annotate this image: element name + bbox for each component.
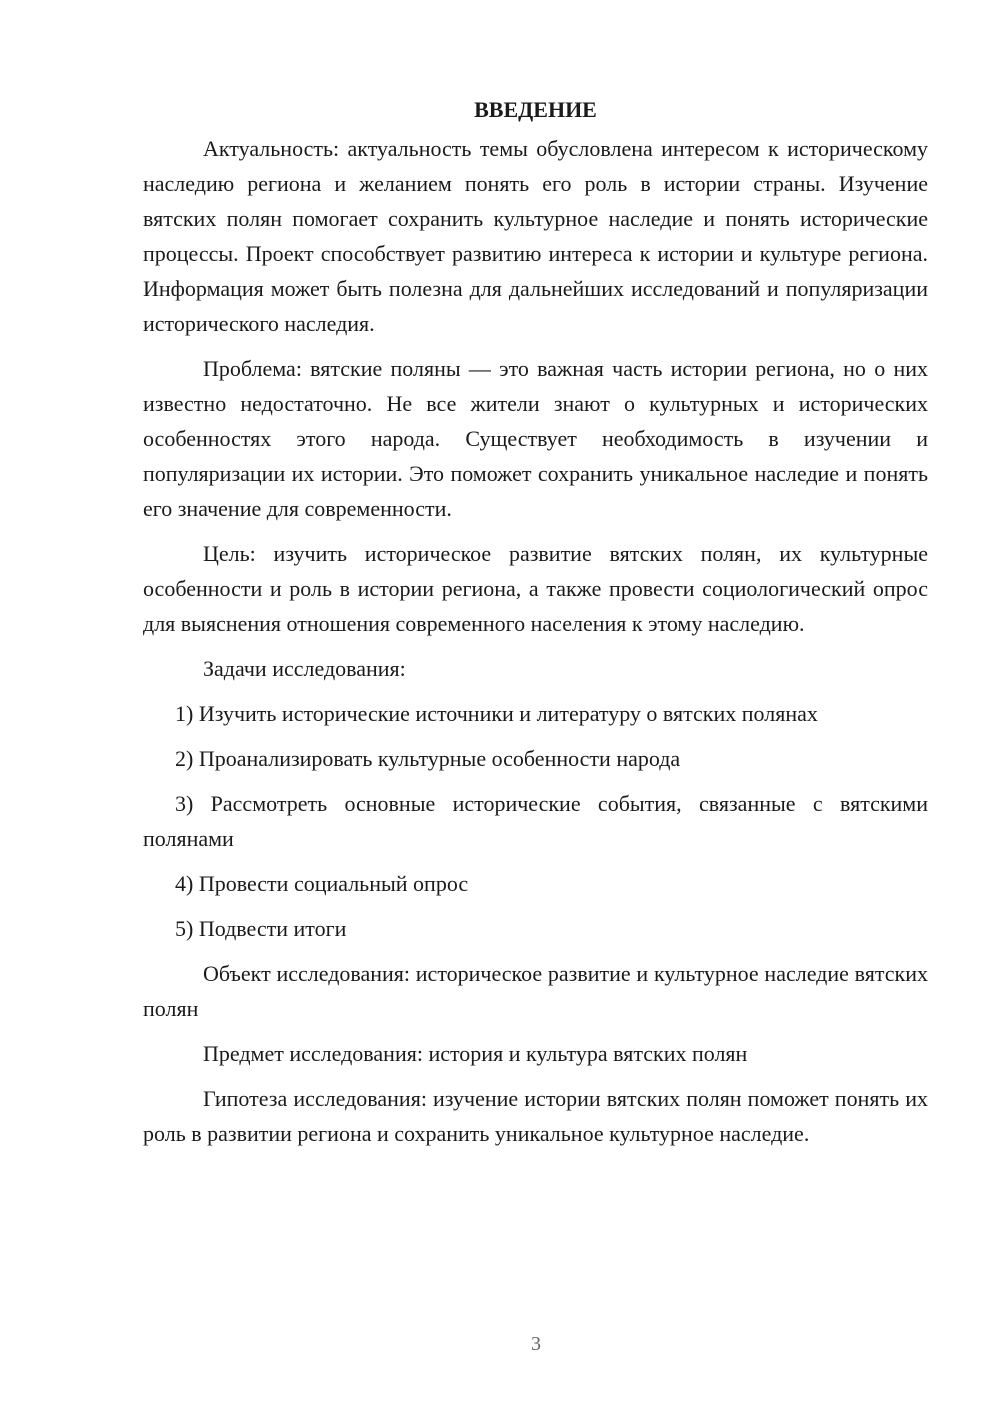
task-item-1: 1) Изучить исторические источники и литературу о вятских полянах: [175, 701, 818, 726]
task-item-4: 4) Провести социальный опрос: [175, 871, 469, 896]
paragraph-hypothesis: Гипотеза исследования: изучение истории вятских полян поможет понять их роль в развитии региона и сохранить уникальное культурное наследие.: [143, 1086, 928, 1146]
paragraph-relevance: Актуальность: актуальность темы обусловлена интересом к историческому наследию региона и желанием понять его роль в истории страны. Изучение вятских полян помогает сохранить культурное наследие и понять исторические процессы. Проект способствует развитию интереса к истории и культуре региона. Информация может быть полезна для дальнейших исследований и популяризации исторического наследия.: [143, 136, 928, 336]
page-number: 3: [531, 1333, 541, 1355]
section-heading: ВВЕДЕНИЕ: [474, 97, 597, 122]
task-item-3: 3) Рассмотреть основные исторические события, связанные с вятскими полянами: [143, 791, 928, 851]
task-item-2: 2) Проанализировать культурные особенности народа: [175, 746, 681, 771]
paragraph-subject: Предмет исследования: история и культура вятских полян: [203, 1041, 748, 1066]
paragraph-object: Объект исследования: историческое развитие и культурное наследие вятских полян: [143, 961, 928, 1021]
document-page: [143, 92, 928, 1161]
tasks-heading: Задачи исследования:: [203, 656, 406, 681]
task-item-5: 5) Подвести итоги: [175, 916, 347, 941]
paragraph-goal: Цель: изучить историческое развитие вятских полян, их культурные особенности и роль в истории региона, а также провести социологический опрос для выяснения отношения современного населения к этому наследию.: [143, 541, 928, 636]
paragraph-problem: Проблема: вятские поляны — это важная часть истории региона, но о них известно недостаточно. Не все жители знают о культурных и исторических особенностях этого народа. Существует необходимость в изучении и популяризации их истории. Это поможет сохранить уникальное наследие и понять его значение для современности.: [143, 356, 928, 521]
